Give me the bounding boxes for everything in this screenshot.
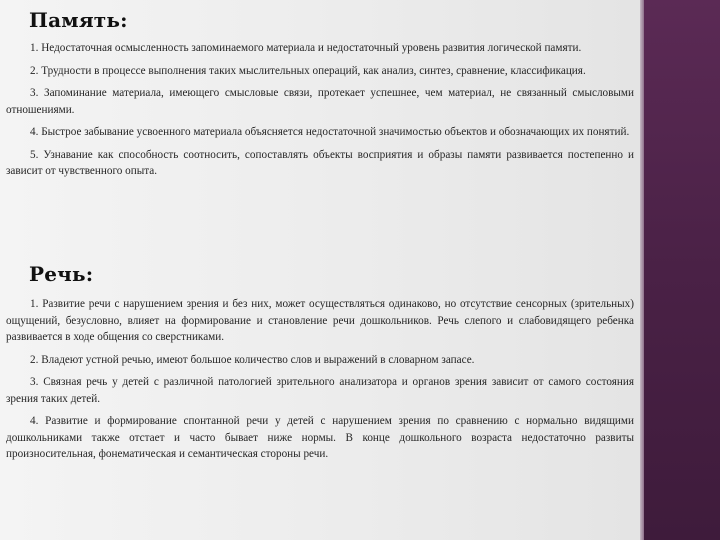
memory-item-1: 1. Недостаточная осмысленность запоминаемого материала и недостаточный уровень развития логической памяти. — [30, 42, 582, 54]
speech-item-2: 2. Владеют устной речью, имеют большое количество слов и выражений в словарном запасе. — [30, 353, 475, 366]
memory-list — [6, 40, 634, 186]
speech-item-3: 3. Связная речь у детей с различной патологией зрительного анализатора и органов зрения зависит от самого состояния зрения таких детей. — [6, 376, 634, 405]
memory-heading: Память: — [29, 8, 128, 32]
speech-item-4: 4. Развитие и формирование спонтанной речи у детей с нарушением зрения по сравнению с нормально видящими дошкольниками также отстает и часто бывает ниже нормы. В конце дошкольного возраста недостаточно развиты произносительная, фонематическая и семантическая стороны речи. — [6, 415, 634, 460]
memory-item-2: 2. Трудности в процессе выполнения таких мыслительных операций, как анализ, синтез, сравнение, классификация. — [30, 64, 586, 77]
memory-item-4: 4. Быстрое забывание усвоенного материала объясняется недостаточной значимостью объектов и обозначающих их понятий. — [30, 126, 630, 138]
speech-list — [6, 296, 634, 469]
decorative-sidebar — [640, 0, 720, 540]
speech-heading: Речь: — [29, 262, 94, 286]
memory-item-5: 5. Узнавание как способность соотносить, сопоставлять объекты восприятия и образы памяти развивается постепенно и зависит от чувственного опыта. — [6, 148, 634, 177]
memory-item-3: 3. Запоминание материала, имеющего смысловые связи, протекает успешнее, чем материал, не связанный смысловыми отношениями. — [6, 87, 634, 116]
speech-item-1: 1. Развитие речи с нарушением зрения и без них, может осуществляться одинаково, но отсутствие сенсорных (зрительных) ощущений, безусловно, влияет на формирование и становление речи дошкольников. Речь слепого и слабовидящего ребенка развивается в ходе общения со сверстниками. — [6, 298, 634, 343]
